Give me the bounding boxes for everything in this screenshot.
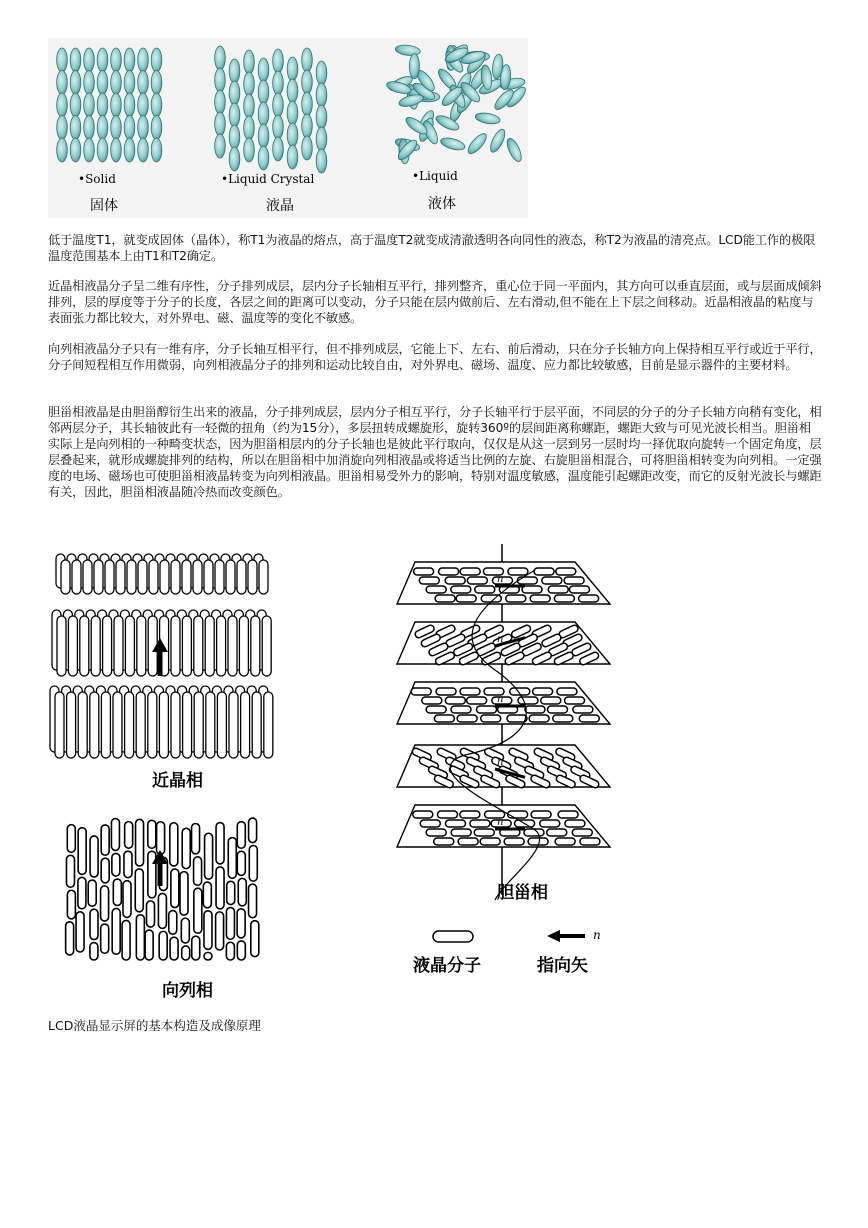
molecule (97, 71, 108, 95)
liquid-crystal-label-en: •Liquid Crystal (221, 172, 315, 186)
director-legend-label: 指向矢 (537, 956, 588, 976)
cholesteric-layer (397, 682, 610, 724)
molecule-rod (249, 846, 257, 882)
molecule-rod (91, 616, 100, 676)
molecule (244, 94, 255, 118)
molecule-rod (226, 560, 235, 594)
molecule-rod (226, 942, 234, 960)
molecule-rod (170, 823, 178, 866)
molecule-rod (238, 878, 246, 905)
molecule-rod (114, 616, 123, 676)
liquid-label-en: •Liquid (412, 169, 458, 183)
molecule (302, 92, 313, 116)
molecule (258, 102, 269, 126)
helix-curve (450, 570, 540, 900)
molecule-rod (67, 825, 75, 853)
molecule (57, 93, 68, 117)
molecule-rod (101, 692, 110, 758)
cholesteric-layer (397, 562, 610, 604)
molecule-rod (113, 879, 121, 905)
molecule-rod (113, 692, 122, 758)
molecule (287, 79, 298, 103)
molecule-rod (160, 560, 169, 594)
molecule-rod (180, 872, 188, 915)
director-legend-icon (547, 930, 585, 942)
molecule-rod (94, 560, 103, 594)
paragraph-smectic: 近晶相液晶分子呈二维有序性，分子排列成层，层内分子长轴相互平行，排列整齐，重心位于同一平面内，其方向可以垂直层面，或与层面成倾斜排列，层的厚度等于分子的长度，各层之间的距离可以变动，分子只能在层内做前后、左右滑动,但不能在上下层之间移动。近晶相液晶的粘度与表面张力都比较大，对外界电、磁、温度等的变化不敏感。 (48, 279, 822, 325)
molecule (229, 147, 240, 171)
svg-text:n: n (497, 634, 504, 645)
molecule (287, 57, 298, 81)
molecule (151, 116, 162, 140)
molecule (111, 71, 122, 95)
molecule (70, 93, 81, 117)
molecule-rod (171, 869, 179, 908)
molecule-rod (183, 692, 192, 758)
molecule-rod (125, 692, 134, 758)
molecule-rod (237, 822, 245, 849)
molecule (138, 116, 149, 140)
molecule-rod (182, 616, 191, 676)
molecule (57, 71, 68, 95)
molecule (287, 145, 298, 169)
molecule (215, 68, 226, 92)
nematic-molecules (66, 818, 259, 960)
molecule (258, 80, 269, 104)
molecule (124, 93, 135, 117)
molecule-rod (241, 692, 250, 758)
molecule-rod (137, 616, 146, 676)
molecule-rod (249, 818, 257, 842)
molecule-rod (136, 819, 144, 866)
liquid-crystal-label-zh: 液晶 (266, 198, 294, 214)
molecule-rod (205, 616, 214, 676)
molecule-rod (182, 946, 190, 960)
molecule (244, 50, 255, 74)
molecule (287, 123, 298, 147)
molecule-rod (78, 828, 86, 875)
molecule (229, 59, 240, 83)
molecule (215, 134, 226, 158)
cholesteric-layers (397, 562, 610, 847)
molecule-rod (251, 616, 260, 676)
molecule (97, 93, 108, 117)
molecule (258, 146, 269, 170)
molecule-rod (135, 869, 143, 912)
molecule (273, 71, 284, 95)
molecule (273, 49, 284, 73)
molecule-legend-label: 液晶分子 (413, 956, 481, 976)
states-of-matter-figure (48, 38, 528, 218)
molecule-rod (90, 836, 98, 877)
molecule (151, 71, 162, 95)
molecule-rod (67, 692, 76, 758)
molecule (124, 116, 135, 140)
molecule (151, 138, 162, 162)
molecule (138, 48, 149, 72)
molecule (84, 138, 95, 162)
footer-heading: LCD液晶显示屏的基本构造及成像原理 (48, 1018, 261, 1033)
molecule-rod (157, 822, 165, 855)
molecule-rod (78, 877, 86, 908)
molecule-rod (112, 853, 120, 876)
molecule-legend-icon (433, 931, 473, 942)
molecule (229, 103, 240, 127)
molecule-rod (171, 560, 180, 594)
molecule (287, 101, 298, 125)
molecule-rod (66, 855, 74, 887)
molecule-rod (90, 692, 99, 758)
molecule-rod (264, 692, 273, 758)
molecule-rod (83, 560, 92, 594)
molecule-rod (215, 560, 224, 594)
cholesteric-layer (397, 745, 610, 789)
molecule (111, 116, 122, 140)
molecule-rod (138, 560, 147, 594)
molecule (138, 138, 149, 162)
molecule-rod (124, 851, 132, 878)
molecule-rod (61, 560, 70, 594)
molecule (84, 116, 95, 140)
molecule-rod (158, 893, 166, 928)
nematic-label: 向列相 (162, 981, 213, 1001)
solid-label-en: •Solid (78, 172, 116, 186)
svg-text:n: n (497, 694, 504, 705)
molecule-rod (67, 890, 75, 919)
molecule (124, 138, 135, 162)
molecule-rod (171, 616, 180, 676)
molecule-rod (237, 560, 246, 594)
molecule (70, 138, 81, 162)
paragraph-cholesteric: 胆甾相液晶是由胆甾醇衍生出来的液晶，分子排列成层，层内分子相互平行，分子长轴平行于层平面，不同层的分子的分子长轴方向稍有变化，相邻两层分子，其长轴彼此有一轻微的扭角（约为15分），多层扭转成螺旋形，旋转360º的层间距离称螺距，螺距大致与可见光波长相当。胆甾相实际上是向列相的一种畸变状态，因为胆甾相层内的分子长轴也是彼此平行取向，仅仅是从这一层到另一层时均一择优取向旋转一个固定角度，层层叠起来，就形成螺旋排列的结构，所以在胆甾相中加消旋向列相液晶或将适当比例的左旋、右旋胆甾相混合，可将胆甾相转变为向列相。一定强度的电场、磁场也可使胆甾相液晶转变为向列相液晶。胆甾相易受外力的影响，特别对温度敏感，温度能引起螺距改变，而它的反射光波长与螺距有关，因此，胆甾相液晶随冷热而改变颜色。 (48, 405, 822, 499)
molecule-rod (259, 560, 268, 594)
molecule-rod (226, 908, 234, 940)
molecule-rod (228, 838, 236, 879)
molecule-rod (159, 931, 167, 960)
molecule-rod (55, 692, 64, 758)
molecule (111, 93, 122, 117)
molecule (316, 83, 327, 107)
molecule (302, 114, 313, 138)
molecule-rod (216, 912, 224, 950)
molecule-rod (136, 915, 144, 960)
molecule-rod (204, 952, 212, 960)
solid-label-zh: 固体 (90, 198, 118, 214)
paragraph-nematic: 向列相液晶分子只有一维有序，分子长轴互相平行，但不排列成层，它能上下、左右、前后滑动，只在分子长轴方向上保持相互平行或近于平行，分子间短程相互作用微弱，向列相液晶分子的排列和运动比较自由，对外界电、磁场、温度、应力都比较敏感，目前是显示器件的主要材料。 (48, 342, 822, 372)
molecule (124, 71, 135, 95)
molecule-rod (159, 692, 168, 758)
molecule-rod (101, 825, 109, 855)
molecule (229, 125, 240, 149)
molecule (138, 93, 149, 117)
molecule-rod (239, 616, 248, 676)
molecule-rod (123, 881, 131, 918)
molecule (229, 81, 240, 105)
molecule-rod (205, 833, 213, 879)
molecule-rod (204, 911, 212, 950)
molecule (302, 136, 313, 160)
smectic-label: 近晶相 (152, 771, 203, 791)
molecule-rod (237, 909, 245, 938)
molecule-rod (90, 943, 98, 960)
molecule-rod (216, 867, 224, 909)
molecule-rod (125, 822, 133, 849)
molecule (409, 54, 419, 79)
molecule-rod (194, 888, 202, 933)
molecule-rod (203, 882, 211, 908)
molecule (97, 116, 108, 140)
molecule-rod (145, 930, 153, 960)
molecule (151, 93, 162, 117)
molecule-rod (68, 616, 77, 676)
molecule (244, 116, 255, 140)
molecule (258, 58, 269, 82)
molecule (70, 116, 81, 140)
molecule-rod (101, 924, 109, 953)
molecule-rod (76, 912, 84, 952)
molecule (151, 48, 162, 72)
molecule-rod (237, 851, 245, 875)
molecule (97, 138, 108, 162)
molecule-rod (194, 616, 203, 676)
molecule-rod (237, 941, 245, 960)
molecule-rod (136, 692, 145, 758)
molecule-rod (105, 560, 114, 594)
molecule-rod (182, 560, 191, 594)
molecule (273, 115, 284, 139)
molecule-rod (228, 616, 237, 676)
molecule (215, 90, 226, 114)
molecule (316, 61, 327, 85)
cholesteric-label: 胆甾相 (497, 883, 548, 903)
molecule-rod (148, 692, 157, 758)
molecule (124, 48, 135, 72)
molecule (273, 137, 284, 161)
molecule-rod (217, 692, 226, 758)
molecule (111, 48, 122, 72)
molecule-rod (206, 692, 215, 758)
molecule-rod (116, 560, 125, 594)
molecule-rod (229, 692, 238, 758)
molecule (244, 138, 255, 162)
cholesteric-layer (397, 622, 610, 666)
molecule-rod (125, 616, 134, 676)
molecule-rod (248, 560, 257, 594)
molecule-rod (90, 909, 98, 939)
molecule (84, 71, 95, 95)
molecule-rod (170, 937, 178, 960)
molecule (215, 112, 226, 136)
molecule-rod (169, 911, 177, 935)
molecule-rod (122, 920, 130, 960)
cholesteric-figure (385, 540, 625, 980)
molecule-rod (252, 692, 261, 758)
liquid-label-zh: 液体 (428, 196, 456, 212)
molecule-rod (111, 818, 119, 850)
molecule (57, 48, 68, 72)
molecule-rod (88, 880, 96, 906)
molecule-rod (149, 560, 158, 594)
molecule-rod (227, 881, 235, 904)
molecule (57, 116, 68, 140)
molecule (316, 127, 327, 151)
molecule (111, 138, 122, 162)
molecule-rod (146, 901, 154, 927)
molecule-rod (251, 921, 259, 957)
molecule-rod (193, 560, 202, 594)
molecule (244, 72, 255, 96)
molecule (302, 70, 313, 94)
molecule-rod (103, 616, 112, 676)
molecule (215, 46, 226, 70)
molecule-rod (101, 886, 109, 921)
molecule-rod (194, 857, 202, 885)
molecule-rod (171, 692, 180, 758)
molecule-rod (72, 560, 81, 594)
molecule-rod (217, 616, 226, 676)
molecule (273, 93, 284, 117)
molecule-rod (57, 616, 66, 676)
molecule-rod (249, 884, 257, 918)
molecule-rod (127, 560, 136, 594)
molecule-rod (181, 918, 189, 943)
paragraph-temperature: 低于温度T1，就变成固体（晶体），称T1为液晶的熔点，高于温度T2就变成清澈透明各向同性的液态，称T2为液晶的清亮点。LCD能工作的极限温度范围基本上由T1和T2确定。 (48, 233, 816, 263)
molecule (316, 105, 327, 129)
molecule-rod (262, 616, 271, 676)
molecule (97, 48, 108, 72)
molecule-rod (182, 828, 190, 868)
smectic-nematic-figure (48, 548, 278, 1008)
svg-text:n: n (497, 817, 504, 828)
molecule-rod (204, 560, 213, 594)
molecule (138, 71, 149, 95)
molecule (57, 138, 68, 162)
molecule-rod (192, 823, 200, 853)
svg-text:n: n (497, 574, 504, 585)
molecule (84, 48, 95, 72)
molecule (84, 93, 95, 117)
molecule (316, 149, 327, 173)
molecule-rod (66, 922, 74, 955)
molecule-rod (148, 851, 156, 898)
molecule-rod (101, 858, 109, 883)
molecule (70, 48, 81, 72)
molecule (258, 124, 269, 148)
molecule (70, 71, 81, 95)
molecule-rod (192, 936, 200, 960)
molecule (302, 48, 313, 72)
molecule-rod (112, 908, 120, 954)
molecule-rod (148, 820, 156, 848)
director-legend-symbol: n (593, 928, 601, 942)
molecule-rod (80, 616, 89, 676)
molecule-rod (78, 692, 87, 758)
molecule-rod (194, 692, 203, 758)
svg-text:n: n (497, 757, 504, 768)
molecule-rod (216, 823, 224, 864)
